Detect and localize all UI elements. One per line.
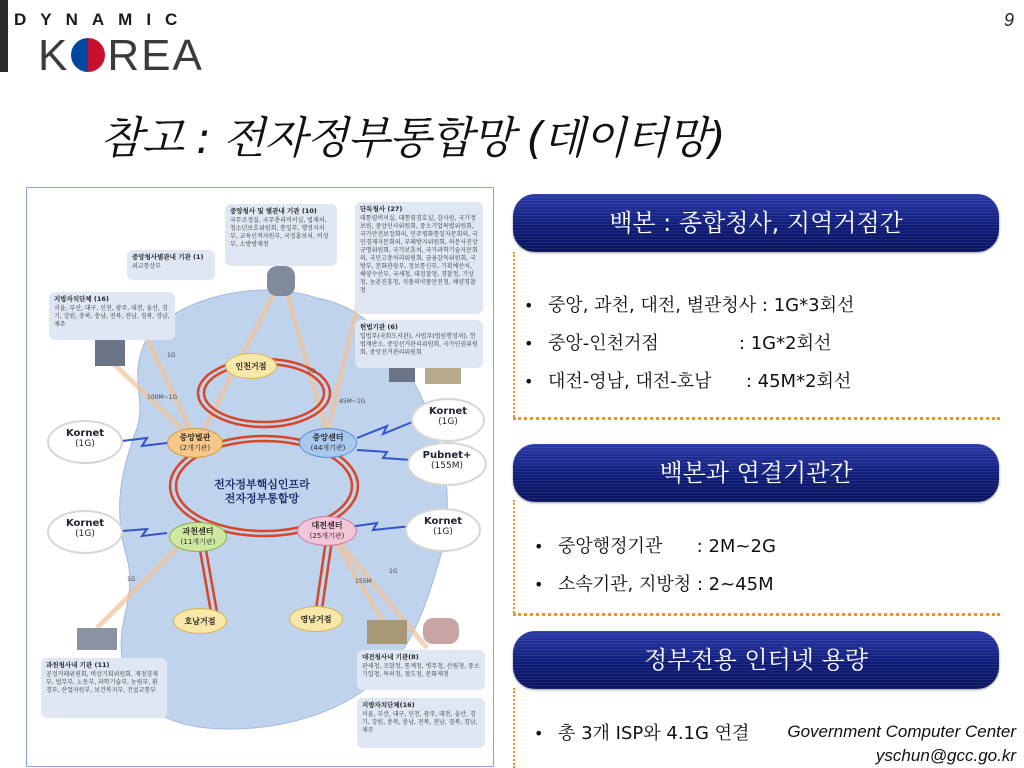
section-1-header: 백본 : 종합청사, 지역거점간 xyxy=(513,194,999,252)
building-icon xyxy=(425,368,461,384)
infobox-title: 지방자치단체 (16) xyxy=(54,295,109,303)
logo-main-text xyxy=(38,31,204,80)
section-3-header: 정부전용 인터넷 용량 xyxy=(513,631,999,689)
cloud-kornet-left-1 xyxy=(49,422,121,462)
infobox-title: 단독청사 (27) xyxy=(360,205,403,213)
cloud-name: Kornet xyxy=(65,518,105,529)
infobox-daejeon xyxy=(357,650,485,690)
link-label: 1G xyxy=(389,568,398,575)
logo-letters-rea: REA xyxy=(107,31,204,80)
list-item: • 중앙행정기관 : 2M~2G xyxy=(530,528,776,566)
link-label: 1G xyxy=(127,576,136,583)
link-label: 1G xyxy=(307,368,316,375)
infobox-central-gov xyxy=(225,204,337,266)
center-label-line2: 전자정부통합망 xyxy=(224,492,300,505)
node-gwacheon-center xyxy=(169,522,227,552)
cloud-capacity: (1G) xyxy=(438,417,458,427)
node-label: 중앙센터 xyxy=(312,433,344,442)
node-label: 과천센터 xyxy=(182,527,214,536)
infobox-title: 헌법기관 (6) xyxy=(360,323,398,331)
cloud-name: Pubnet+ xyxy=(422,450,472,461)
infobox-body: 서울, 부산, 대구, 인천, 광주, 대전, 울산, 경기, 강원, 충북, 충남, 전북, 전남, 경북, 경남, 제주 xyxy=(362,711,478,734)
cloud-pubnet xyxy=(409,444,485,484)
list-item: • 총 3개 ISP와 4.1G 연결 xyxy=(530,715,749,753)
node-sublabel: (11개기관) xyxy=(180,538,216,546)
logo-letter-k: K xyxy=(38,31,70,80)
infobox-title: 지방자치단체(16) xyxy=(362,701,415,709)
infobox-body: 입법부(국회도서관), 사법부(법원행정처), 헌법재판소, 중앙선거관리위원회, 국가인권위원회, 중앙선거관리위원회 xyxy=(360,333,478,356)
section-1-list xyxy=(520,287,854,401)
link-label: 1G xyxy=(167,352,176,359)
cloud-kornet-left-2 xyxy=(49,512,121,552)
node-daejeon-center xyxy=(297,516,357,546)
slide-title: 참고 : 전자정부통합망 (데이터망) xyxy=(100,113,725,164)
node-yeongnam: 영남거점 xyxy=(289,606,343,632)
list-item: • 소속기관, 지방청 : 2~45M xyxy=(530,566,776,604)
infobox-standalone xyxy=(355,202,483,314)
node-label: 대전센터 xyxy=(311,521,343,530)
infobox-body: 국무조정실, 국무총리비서실, 법제처, 청소년보호위원회, 통일부, 행정자치부, 교육인적자원부, 국정홍보처, 여성부, 소방방재청 xyxy=(230,217,329,248)
infobox-constitutional xyxy=(355,320,483,368)
infobox-title: 과천청사내 기관 (11) xyxy=(46,661,110,669)
link-label: 100M~1G xyxy=(147,394,178,401)
list-item: • 중앙, 과천, 대전, 별관청사 : 1G*3회선 xyxy=(520,287,854,325)
infobox-body: 서울, 부산, 대구, 인천, 광주, 대전, 울산, 경기, 강원, 충북, 충남, 전북, 전남, 경북, 경남, 제주 xyxy=(54,305,170,328)
cloud-kornet-right-2 xyxy=(407,510,479,550)
infobox-body: 관세청, 조달청, 통계청, 병무청, 산림청, 중소기업청, 특허청, 철도청, 문화재청 xyxy=(362,663,480,678)
cloud-name: Kornet xyxy=(428,406,468,417)
node-sublabel: (2개기관) xyxy=(179,444,211,452)
link-label: 45M~1G xyxy=(339,398,366,405)
cloud-capacity: (1G) xyxy=(75,439,95,449)
footer-org: Government Computer Center xyxy=(787,722,1016,741)
node-sublabel: (25개기관) xyxy=(309,532,345,540)
infobox-body: 대통령비서실, 대통령경호실, 감사원, 국가정보원, 중앙인사위원회, 중소기업특별위원회, 국가안전보장회의, 민주평화통일자문회의, 국민경제자문회의, 부패방지위원회, 의문사진상규명위원회, 국가보훈처, 국가과학기술자문회의, 국민고충처리위원회, 금융감독위원회, 국방부, 문화관광부, 정보통신부, 기획예산처, 해양수산부, 국세청, 대검찰청, 경찰청, 기상청, 농촌진흥청, 식품의약품안전청, 해양경찰청 xyxy=(360,215,478,294)
infobox-local-gov xyxy=(49,292,175,340)
link-label: 155M xyxy=(355,578,372,585)
building-icon xyxy=(267,266,295,296)
infobox-body: 외교통상부 xyxy=(132,263,161,270)
building-icon xyxy=(95,338,125,366)
logo xyxy=(0,0,205,82)
infobox-body: 공정거래위원회, 비상기획위원회, 재정경제부, 법무부, 노동부, 과학기술부, 농림부, 환경부, 산업자원부, 보건복지부, 건설교통부 xyxy=(46,671,158,694)
list-item: • 대전-영남, 대전-호남 : 45M*2회선 xyxy=(520,363,854,401)
node-sublabel: (44개기관) xyxy=(310,444,346,452)
infobox-title: 중앙청사별관내 기관 (1) xyxy=(132,253,204,261)
infobox-gwacheon xyxy=(41,658,167,718)
section-2-header: 백본과 연결기관간 xyxy=(513,444,999,502)
cloud-capacity: (1G) xyxy=(75,529,95,539)
cloud-capacity: (1G) xyxy=(433,527,453,537)
building-icon xyxy=(77,628,117,650)
cloud-capacity: (155M) xyxy=(431,461,463,471)
node-central-center xyxy=(299,428,357,458)
infobox-annex xyxy=(127,250,215,280)
node-incheon: 인천거점 xyxy=(225,353,277,379)
building-icon xyxy=(367,620,407,644)
building-icon xyxy=(423,618,459,644)
logo-top-text: DYNAMIC xyxy=(14,10,192,29)
logo-bar xyxy=(0,0,8,72)
cloud-kornet-right-1 xyxy=(413,400,483,440)
section-2-list xyxy=(530,528,776,604)
cloud-name: Kornet xyxy=(65,428,105,439)
node-central-annex xyxy=(167,428,223,458)
infobox-local-gov-2 xyxy=(357,698,485,748)
center-label xyxy=(197,478,327,506)
footer-email: yschun@gcc.go.kr xyxy=(875,746,1016,765)
network-diagram xyxy=(26,187,494,767)
infobox-title: 대전청사내 기관(8) xyxy=(362,653,419,661)
node-honam: 호남거점 xyxy=(173,608,227,634)
center-label-line1: 전자정부핵심인프라 xyxy=(214,478,310,491)
taegeuk-icon xyxy=(71,38,105,72)
infobox-title: 중앙청사 및 별관내 기관 (10) xyxy=(230,207,317,215)
page-number: 9 xyxy=(1003,10,1014,30)
node-label: 중앙별관 xyxy=(179,433,211,442)
list-item: • 중앙-인천거점 : 1G*2회선 xyxy=(520,325,854,363)
section-3-list xyxy=(530,715,749,753)
cloud-name: Kornet xyxy=(423,516,463,527)
